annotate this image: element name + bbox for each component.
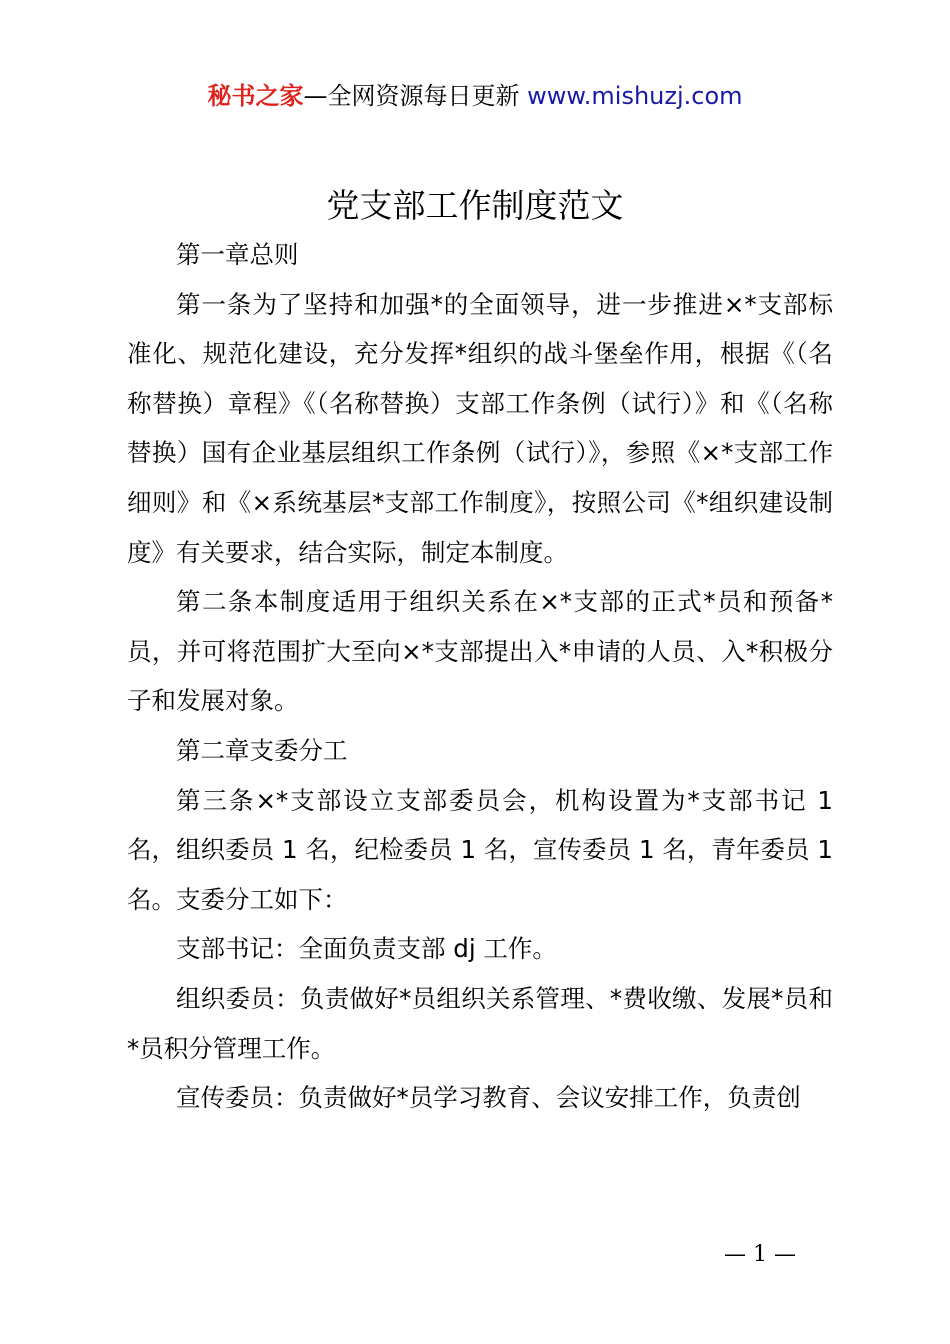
document-title: 党支部工作制度范文	[326, 186, 624, 225]
banner-tagline: —全网资源每日更新	[303, 82, 528, 110]
document-body	[127, 230, 833, 1123]
chapter-heading: 第一章总则	[176, 240, 299, 269]
body-paragraph: 第一条为了坚持和加强*的全面领导，进一步推进×*支部标准化、规范化建设，充分发挥*组织的战斗堡垒作用，根据《（名称替换）章程》《（名称替换）支部工作条例（试行）》和《（名称替换）国有企业基层组织工作条例（试行）》，参照《×*支部工作细则》和《×系统基层*支部工作制度》，按照公司《*组织建设制度》有关要求，结合实际，制定本制度。	[127, 289, 833, 567]
body-paragraph: 支部书记：全面负责支部 dj 工作。	[176, 934, 557, 964]
body-paragraph: 第三条×*支部设立支部委员会，机构设置为*支部书记 1 名，组织委员 1 名，纪检委员 1 名，宣传委员 1 名，青年委员 1 名。支委分工如下：	[127, 785, 833, 914]
site-banner	[0, 80, 950, 112]
body-paragraph: 第二条本制度适用于组织关系在×*支部的正式*员和预备*员，并可将范围扩大至向×*支部提出入*申请的人员、入*积极分子和发展对象。	[127, 587, 833, 716]
brand-name: 秘书之家	[207, 82, 304, 110]
chapter-heading: 第二章支委分工	[176, 735, 348, 765]
page-number: — 1 —	[724, 1242, 796, 1267]
body-paragraph: 宣传委员：负责做好*员学习教育、会议安排工作，负责创	[176, 1083, 801, 1113]
body-paragraph: 组织委员：负责做好*员组织关系管理、*费收缴、发展*员和*员积分管理工作。	[127, 983, 833, 1063]
website-link[interactable]: www.mishuzj.com	[527, 82, 743, 110]
